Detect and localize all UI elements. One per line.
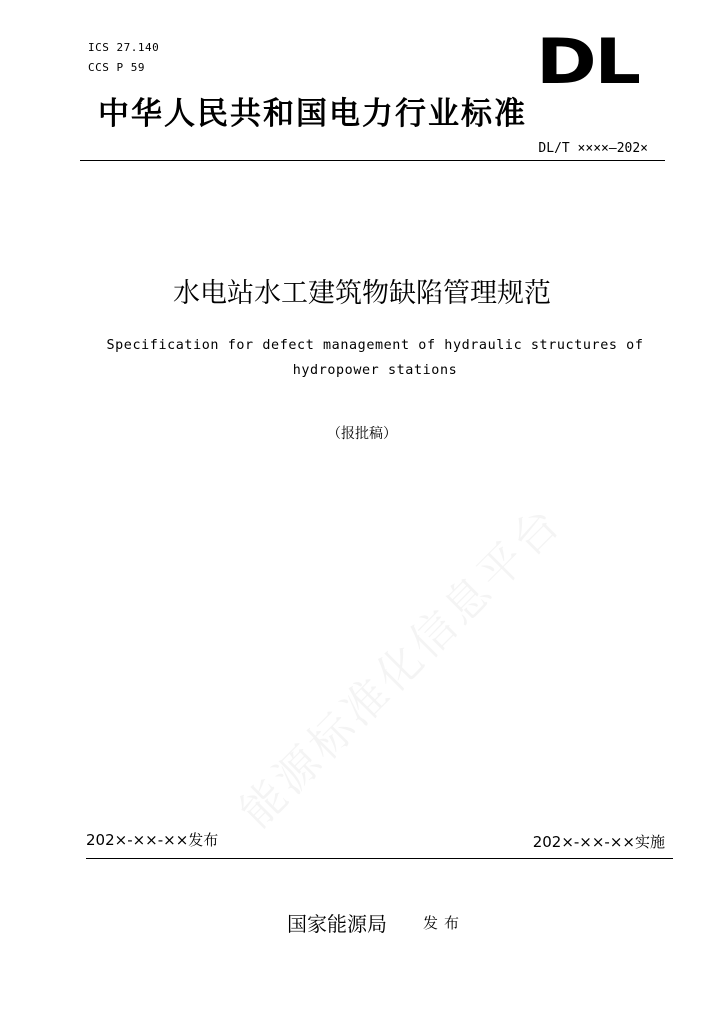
ccs-code: CCS P 59 xyxy=(88,61,145,74)
ics-code: ICS 27.140 xyxy=(88,41,160,54)
dl-logo: DL xyxy=(536,25,639,98)
publisher-name: 国家能源局 xyxy=(287,912,387,936)
organization-title: 中华人民共和国电力行业标准 xyxy=(98,96,527,132)
bottom-divider xyxy=(86,858,673,859)
implementation-date: 202×-××-××实施 xyxy=(532,833,665,851)
document-title-english: Specification for defect management of hydraulic structures of hydropower stations xyxy=(106,338,644,378)
publish-label: 发布 xyxy=(423,914,466,932)
watermark xyxy=(223,489,574,840)
standard-number: DL/T ××××—202× xyxy=(538,141,648,156)
top-divider xyxy=(80,160,665,161)
issue-date: 202×-××-××发布 xyxy=(86,831,219,849)
document-title-chinese: 水电站水工建筑物缺陷管理规范 xyxy=(173,278,551,309)
draft-status: （报批稿） xyxy=(327,426,397,442)
